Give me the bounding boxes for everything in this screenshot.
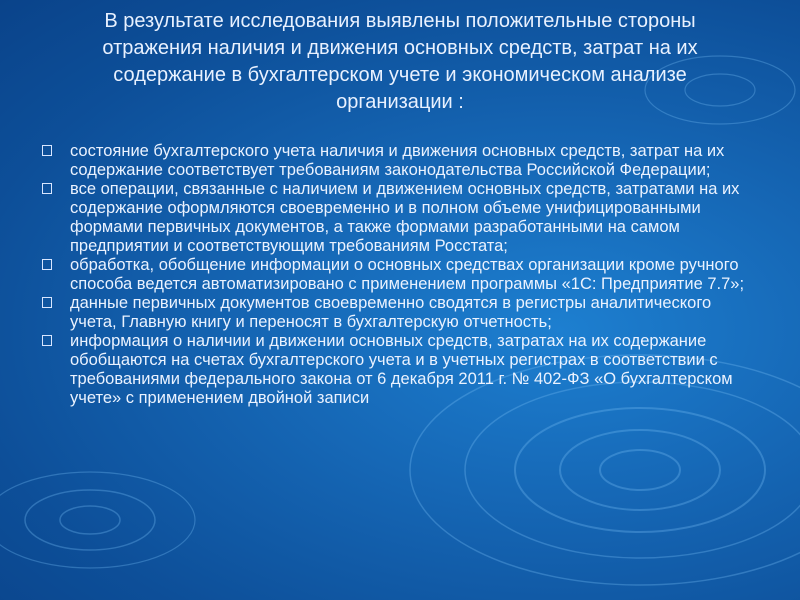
slide-title: В результате исследования выявлены положительные стороны отражения наличия и движения основных средств, затрат на их содержание в бухгалтерском учете и экономическом анализе организации : — [102, 10, 698, 113]
bullet-list — [40, 142, 750, 408]
list-item — [40, 294, 750, 332]
bullet-text: состояние бухгалтерского учета наличия и движения основных средств, затрат на их содержание соответствует требованиям законодательства Российской Федерации; — [70, 142, 725, 179]
bullet-text: информация о наличии и движении основных средств, затратах на их содержание обобщаются на счетах бухгалтерского учета и в учетных регистрах в соответствии с требованиями федерального закона от 6 декабря 2011 г. № 402-ФЗ «О бухгалтерском учете» с применением двойной записи — [70, 332, 733, 407]
list-item — [40, 142, 750, 180]
square-bullet-icon — [42, 335, 52, 346]
bullet-text: все операции, связанные с наличием и движением основных средств, затратами на их содержание оформляются своевременно и в полном объеме унифицированными формами первичных документов, а также формами разработанными на самом предприятии и соответствующим требованиям Росстата; — [70, 180, 740, 255]
bullet-text: обработка, обобщение информации о основных средствах организации кроме ручного способа ведется автоматизировано с применением программы «1С: Предприятие 7.7»; — [70, 256, 745, 293]
bullet-text: данные первичных документов своевременно сводятся в регистры аналитического учета, Главную книгу и переносят в бухгалтерскую отчетность; — [70, 294, 712, 331]
square-bullet-icon — [42, 259, 52, 270]
list-item — [40, 180, 750, 256]
square-bullet-icon — [42, 183, 52, 194]
list-item — [40, 332, 750, 408]
square-bullet-icon — [42, 145, 52, 156]
list-item — [40, 256, 750, 294]
square-bullet-icon — [42, 297, 52, 308]
